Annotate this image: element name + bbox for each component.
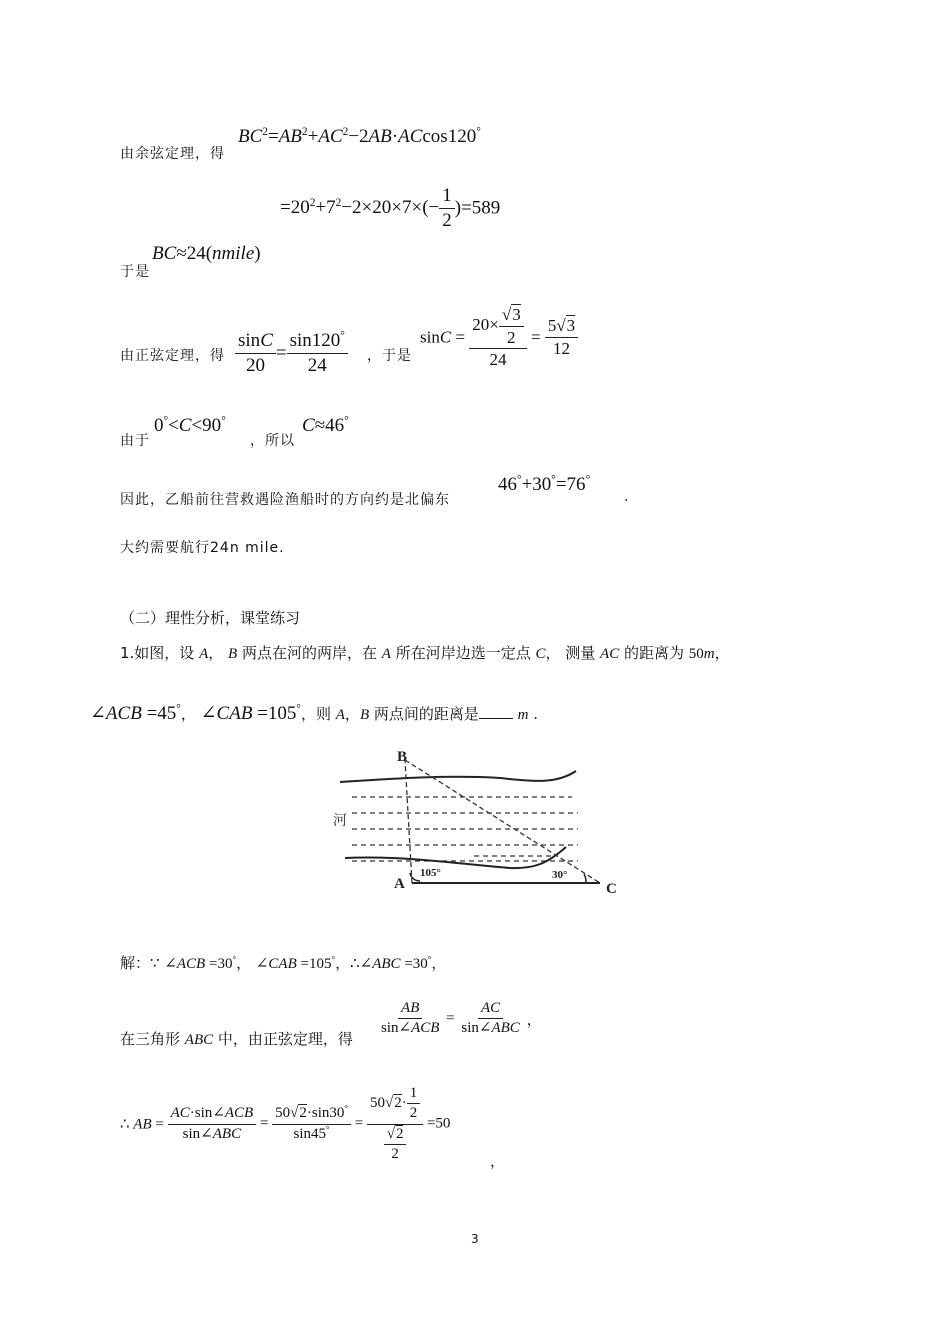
section-heading: （二）理性分析，课堂练习 [120,609,301,627]
yushi-label: 于是 [120,264,150,280]
label-c: C [606,881,617,897]
river-bottom-bank [345,847,566,868]
calculation-equation: $=20^2+7^2-2\times 20\times 7\times(-$ $\frac{1}{2}$ )=589 [280,185,501,231]
river-figure [330,745,630,905]
distance-text: 大约需要航行24n mile. [120,540,285,556]
river-label: 河 [333,813,347,829]
river-dashes [352,797,578,861]
sine-equation: $\frac{\sin C}{20}$ = $\frac{\sin 120^\circ}{24}$ [235,330,348,377]
question-1-line-1: 1.如图，设 A， B 两点在河的两岸，在 A 所在河岸边选一定点 C， 测量 AC 的距离为 50m， [120,644,730,662]
sine-law-label: 由正弦定理，得 [120,348,225,364]
suoyi-label: ，所以 [250,433,295,449]
ab-calculation: ∴ AB = $\frac{\text{AC·sin∠ACB}}{\text{sin∠ABC}}$ = $\frac{50√2\cdot\sin 30^\circ}{\sin 45^\circ}$ = 50√2· $\frac{1}{2}$ $\frac{√2}{2}$ =50 [120,1085,451,1162]
c-value: C≈46° [302,415,349,436]
angle-c-label: 30° [552,869,568,881]
direction-value: 46°+30°=76° [498,474,591,495]
angle-range: 0°<C<90° [154,415,226,436]
triangle-sentence: 在三角形 ABC 中，由正弦定理，得 [120,1030,353,1048]
river-top-bank [340,771,576,782]
cosine-law-label: 由余弦定理，得 [120,146,225,162]
question-1-line-2: ∠ACB =45°， ∠CAB =105°，则 A，B 两点间的距离是 m . [90,703,539,724]
label-b: B [397,749,408,765]
yushi-label-2: ，于是 [367,348,412,364]
solution-given: 解：∵ ∠ACB =30°， ∠CAB =105°，∴∠ABC =30°， [120,954,447,972]
angle-a-label: 105° [420,867,441,879]
angle-c-arc [584,874,586,883]
page-number: 3 [471,1232,479,1246]
label-a: A [394,876,405,892]
since-label: 由于 [120,433,150,449]
period: . [624,489,630,505]
cosine-equation: $BC^2=AB^2+AC^2-2AB\cdot ACcos120^\circ$ [238,126,481,147]
conclusion-text: 因此，乙船前往营救遇险渔船时的方向约是北偏东 [120,492,450,508]
bc-value: BC≈24(nmile) [152,243,261,264]
trailing-comma: ， [490,1152,506,1170]
sinc-value: sinC = 20× $\frac{√3}{2}$ 24 = $\frac{5√3}{12}$ [420,305,578,370]
sine-law-ratio: $\frac{AB}{\text{sin∠ACB}}$ = $\frac{AC}{\text{sin∠ABC}}$ ， [381,1000,542,1037]
